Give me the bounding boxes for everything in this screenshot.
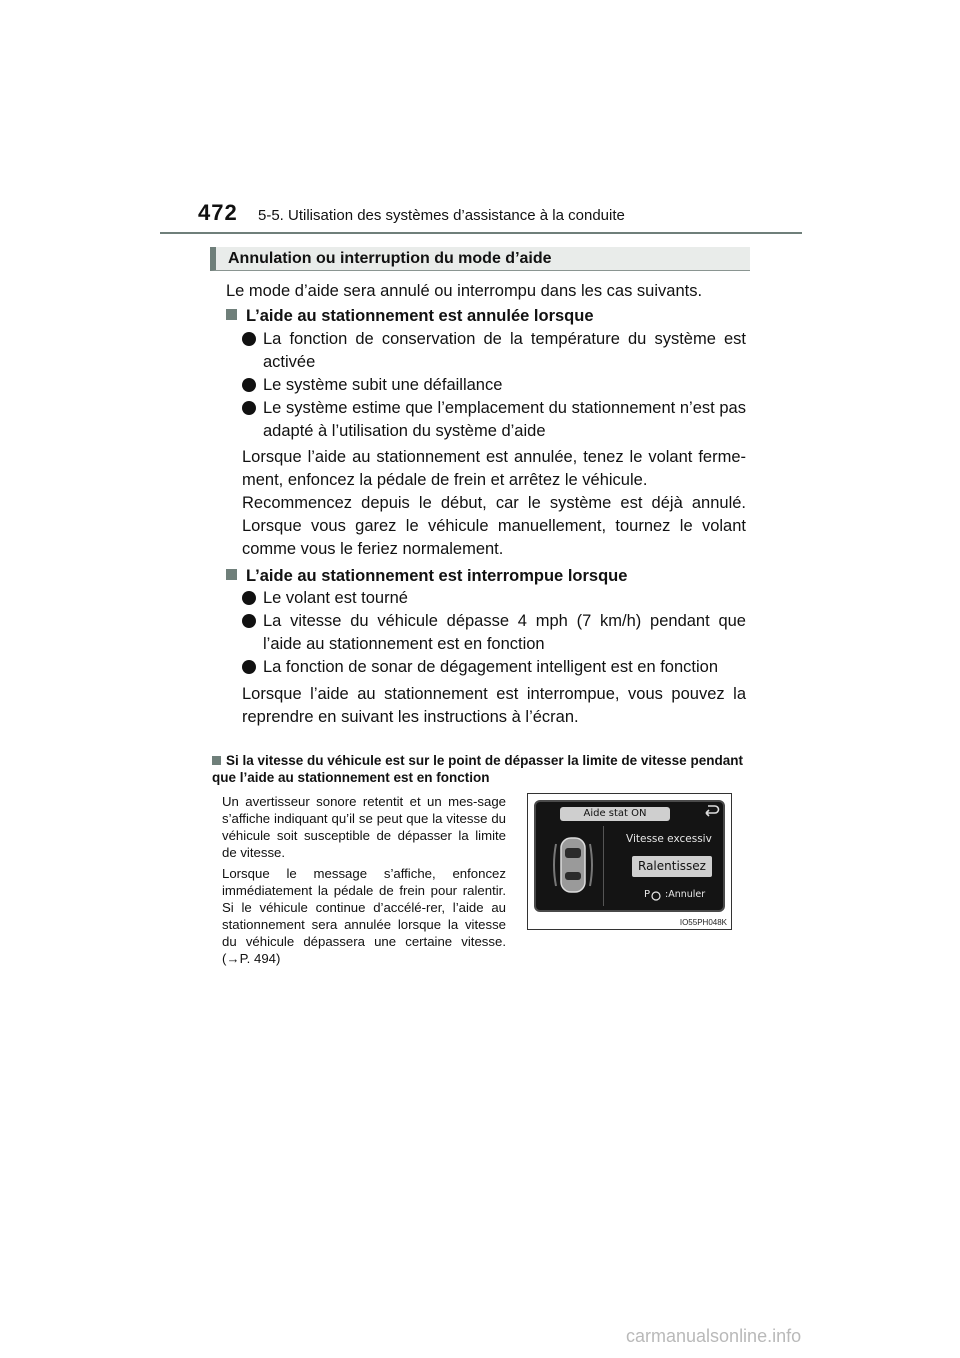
- list-item: [242, 397, 746, 443]
- square-bullet-icon: [226, 309, 237, 320]
- round-bullet-icon: [242, 660, 256, 674]
- note-heading-text: Si la vitesse du véhicule est sur le point de dépasser la limite de vitesse pendant que l’aide au stationnement est en fonction: [212, 753, 743, 785]
- note-heading: [212, 752, 748, 786]
- round-bullet-icon: [242, 378, 256, 392]
- round-bullet-icon: [242, 332, 256, 346]
- list-item: [242, 587, 746, 610]
- status-banner: Aide stat ON: [560, 807, 670, 821]
- interrupt-paragraph: Lorsque l’aide au stationnement est interrompue, vous pouvez la reprendre en suivant les instructions à l’écran.: [242, 685, 746, 726]
- square-bullet-icon: [226, 569, 237, 580]
- round-bullet-icon: [242, 614, 256, 628]
- section-title: Annulation ou interruption du mode d’aide: [210, 247, 750, 271]
- list-item-text: Le système subit une défaillance: [263, 376, 503, 394]
- note-paragraph-2: Lorsque le message s’affiche, enfoncez immédiatement la pédale de frein pour ralentir. Si le véhicule continue d’accélé-rer, l’aide au stationnement sera annulée lorsque la vitesse du véhicule dépassera une certaine vitesse. (→P. 494): [222, 866, 506, 966]
- cancel-hint: [644, 887, 705, 901]
- round-bullet-icon: [242, 401, 256, 415]
- list-item-text: La vitesse du véhicule dépasse 4 mph (7 km/h) pendant que l’aide au stationnement est en fonction: [263, 612, 746, 653]
- interrupt-heading-text: L’aide au stationnement est interrompue lorsque: [246, 567, 628, 585]
- header-rule: [160, 232, 802, 234]
- cancel-heading-text: L’aide au stationnement est annulée lorsque: [246, 307, 594, 325]
- round-bullet-icon: [242, 591, 256, 605]
- screen-divider: [603, 826, 604, 906]
- cancel-paragraph-1: Lorsque l’aide au stationnement est annulée, tenez le volant ferme-ment, enfoncez la pédale de frein et arrêtez le véhicule.: [242, 448, 746, 489]
- cancel-hint-text: :Annuler: [665, 888, 706, 900]
- note-paragraph-1: Un avertisseur sonore retentit et un mes-sage s’affiche indiquant qu’il se peut que la vitesse du véhicule soit susceptible de dépasser la limite de vitesse.: [222, 794, 506, 860]
- parking-switch-icon: [644, 887, 662, 901]
- list-item-text: La fonction de conservation de la température du système est activée: [263, 330, 746, 371]
- warning-message: Vitesse excessiv: [626, 833, 712, 845]
- list-item: [242, 610, 746, 656]
- svg-text:P: P: [644, 889, 651, 900]
- chapter-title: 5-5. Utilisation des systèmes d’assistance à la conduite: [258, 207, 625, 224]
- list-item: [242, 328, 746, 374]
- list-item: [242, 656, 746, 679]
- cancel-paragraph-2: Recommencez depuis le début, car le système est déjà annulé. Lorsque vous garez le véhicule manuellement, tournez le volant comme vous le feriez normalement.: [242, 494, 746, 558]
- page-number: 472: [198, 200, 238, 225]
- display-illustration: [527, 793, 732, 930]
- slow-down-indicator: Ralentissez: [632, 856, 712, 877]
- list-item-text: Le volant est tourné: [263, 589, 408, 607]
- multi-display-screen: [534, 800, 725, 912]
- figure-code: IO55PH048K: [679, 918, 727, 927]
- list-item-text: Le système estime que l’emplacement du stationnement n’est pas adapté à l’utilisation du système d’aide: [263, 399, 746, 440]
- list-item-text: La fonction de sonar de dégagement intelligent est en fonction: [263, 658, 718, 676]
- interrupt-heading: [226, 565, 746, 588]
- square-bullet-icon: [212, 756, 221, 765]
- watermark: carmanualsonline.info: [626, 1326, 802, 1346]
- list-item: [242, 374, 746, 397]
- back-arrow-icon: [702, 805, 720, 821]
- car-top-view-icon: [552, 834, 594, 896]
- cancel-heading: [226, 305, 746, 328]
- intro-paragraph: Le mode d’aide sera annulé ou interrompu dans les cas suivants.: [226, 282, 703, 300]
